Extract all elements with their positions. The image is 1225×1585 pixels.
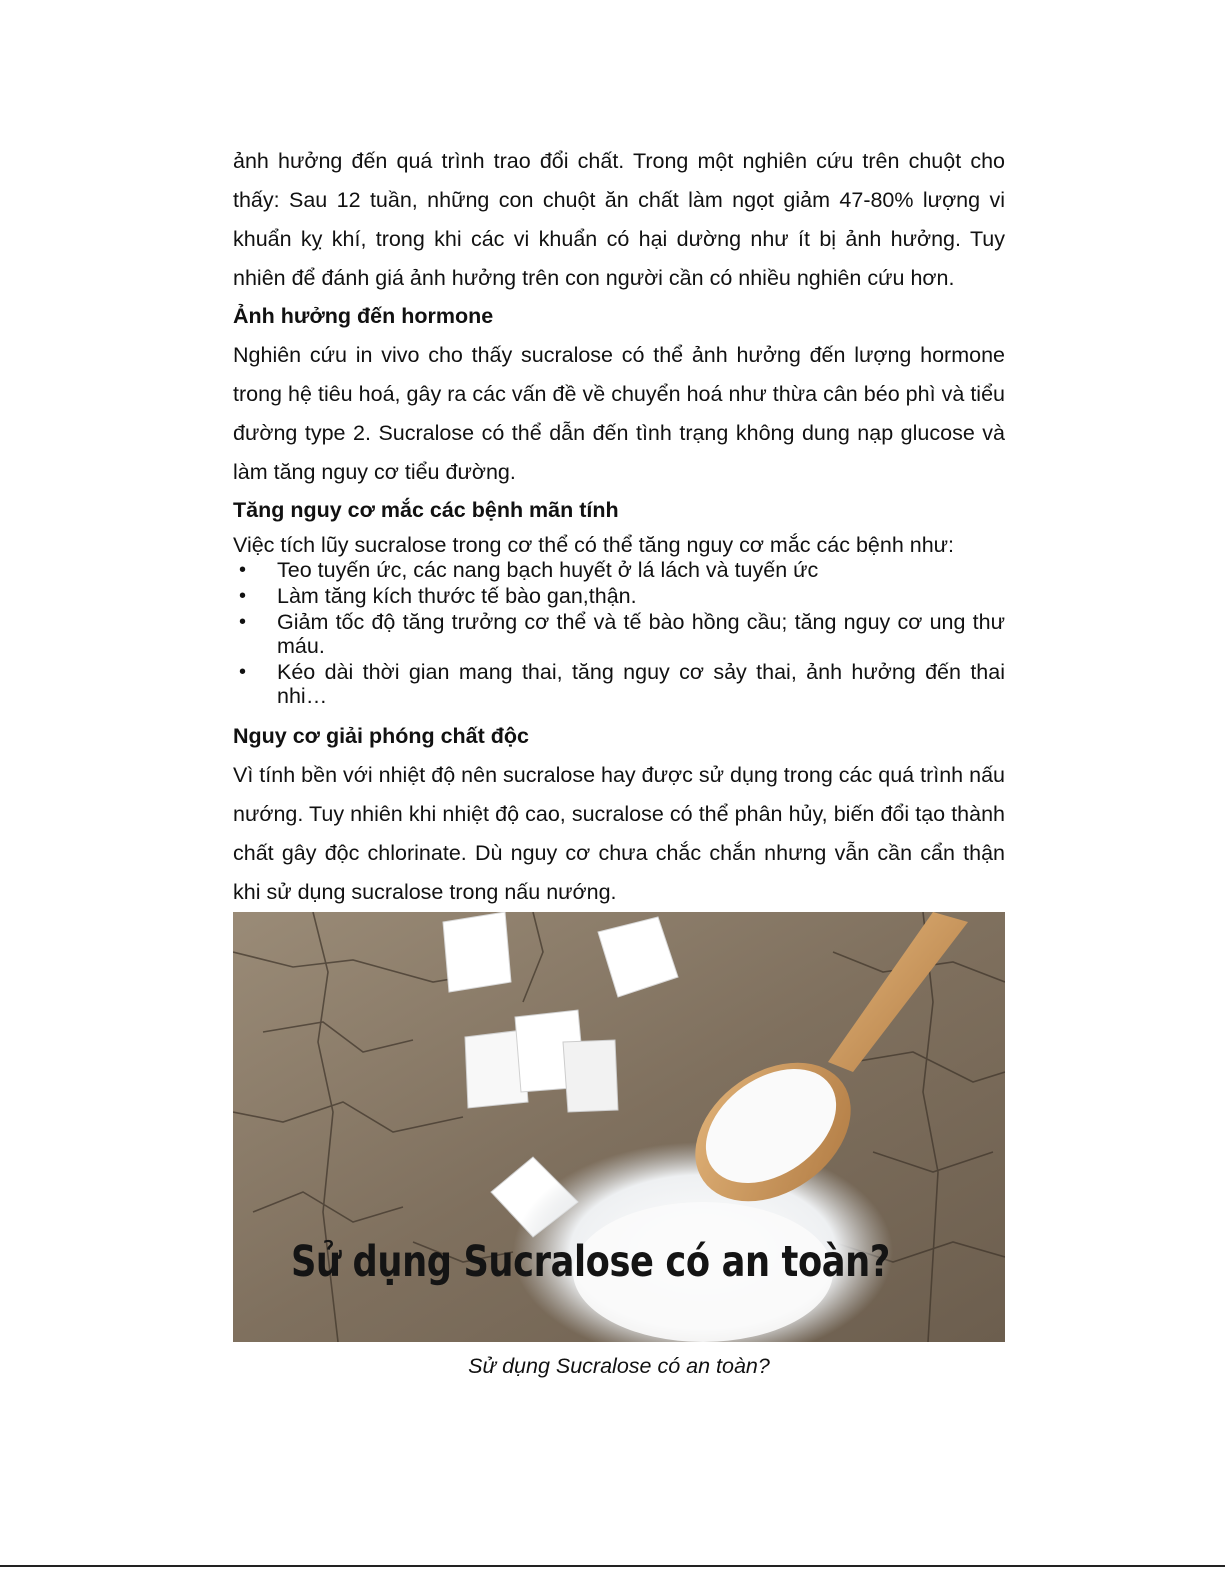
heading-chronic-disease: Tăng nguy cơ mắc các bệnh mãn tính [233, 498, 619, 522]
disease-list [233, 558, 1005, 708]
list-item: • Teo tuyến ức, các nang bạch huyết ở lá lách và tuyến ức [239, 558, 819, 582]
footer-divider [0, 1565, 1225, 1567]
paragraph-metabolism: ảnh hưởng đến quá trình trao đổi chất. Trong một nghiên cứu trên chuột cho thấy: Sau 12 tuần, những con chuột ăn chất làm ngọt giảm 47-80% lượng vi khuẩn kỵ khí, trong khi các vi khuẩn có hại dường như ít bị ảnh hưởng. Tuy nhiên để đánh giá ảnh hưởng trên con người cần có nhiều nghiên cứu hơn. [233, 149, 1005, 290]
image-overlay-title: Sử dụng Sucralose có an toàn? [291, 1237, 890, 1287]
paragraph-toxin: Vì tính bền với nhiệt độ nên sucralose hay được sử dụng trong các quá trình nấu nướng. Tuy nhiên khi nhiệt độ cao, sucralose có thể phân hủy, biến đổi tạo thành chất gây độc chlorinate. Dù nguy cơ chưa chắc chắn nhưng vẫn cần cẩn thận khi sử dụng sucralose trong nấu nướng. [233, 763, 1005, 904]
bullet-icon: • [239, 559, 247, 581]
sugar-photo [233, 912, 1005, 1342]
list-item: • Giảm tốc độ tăng trưởng cơ thể và tế bào hồng cầu; tăng nguy cơ ung thư máu. [239, 610, 1005, 658]
heading-hormone: Ảnh hưởng đến hormone [233, 304, 494, 328]
bullet-icon: • [239, 661, 247, 683]
heading-toxin: Nguy cơ giải phóng chất độc [233, 724, 529, 748]
bullet-icon: • [239, 611, 247, 633]
document-page [233, 142, 1005, 1379]
figure-caption: Sử dụng Sucralose có an toàn? [468, 1354, 770, 1378]
bullet-icon: • [239, 585, 247, 607]
list-item: • Làm tăng kích thước tế bào gan,thận. [239, 584, 637, 608]
paragraph-hormone: Nghiên cứu in vivo cho thấy sucralose có thể ảnh hưởng đến lượng hormone trong hệ tiêu hoá, gây ra các vấn đề về chuyển hoá như thừa cân béo phì và tiểu đường type 2. Sucralose có thể dẫn đến tình trạng không dung nạp glucose và làm tăng nguy cơ tiểu đường. [233, 343, 1005, 484]
list-item: • Kéo dài thời gian mang thai, tăng nguy cơ sảy thai, ảnh hưởng đến thai nhi… [239, 660, 1005, 708]
paragraph-chronic-intro: Việc tích lũy sucralose trong cơ thể có thể tăng nguy cơ mắc các bệnh như: [233, 533, 955, 557]
